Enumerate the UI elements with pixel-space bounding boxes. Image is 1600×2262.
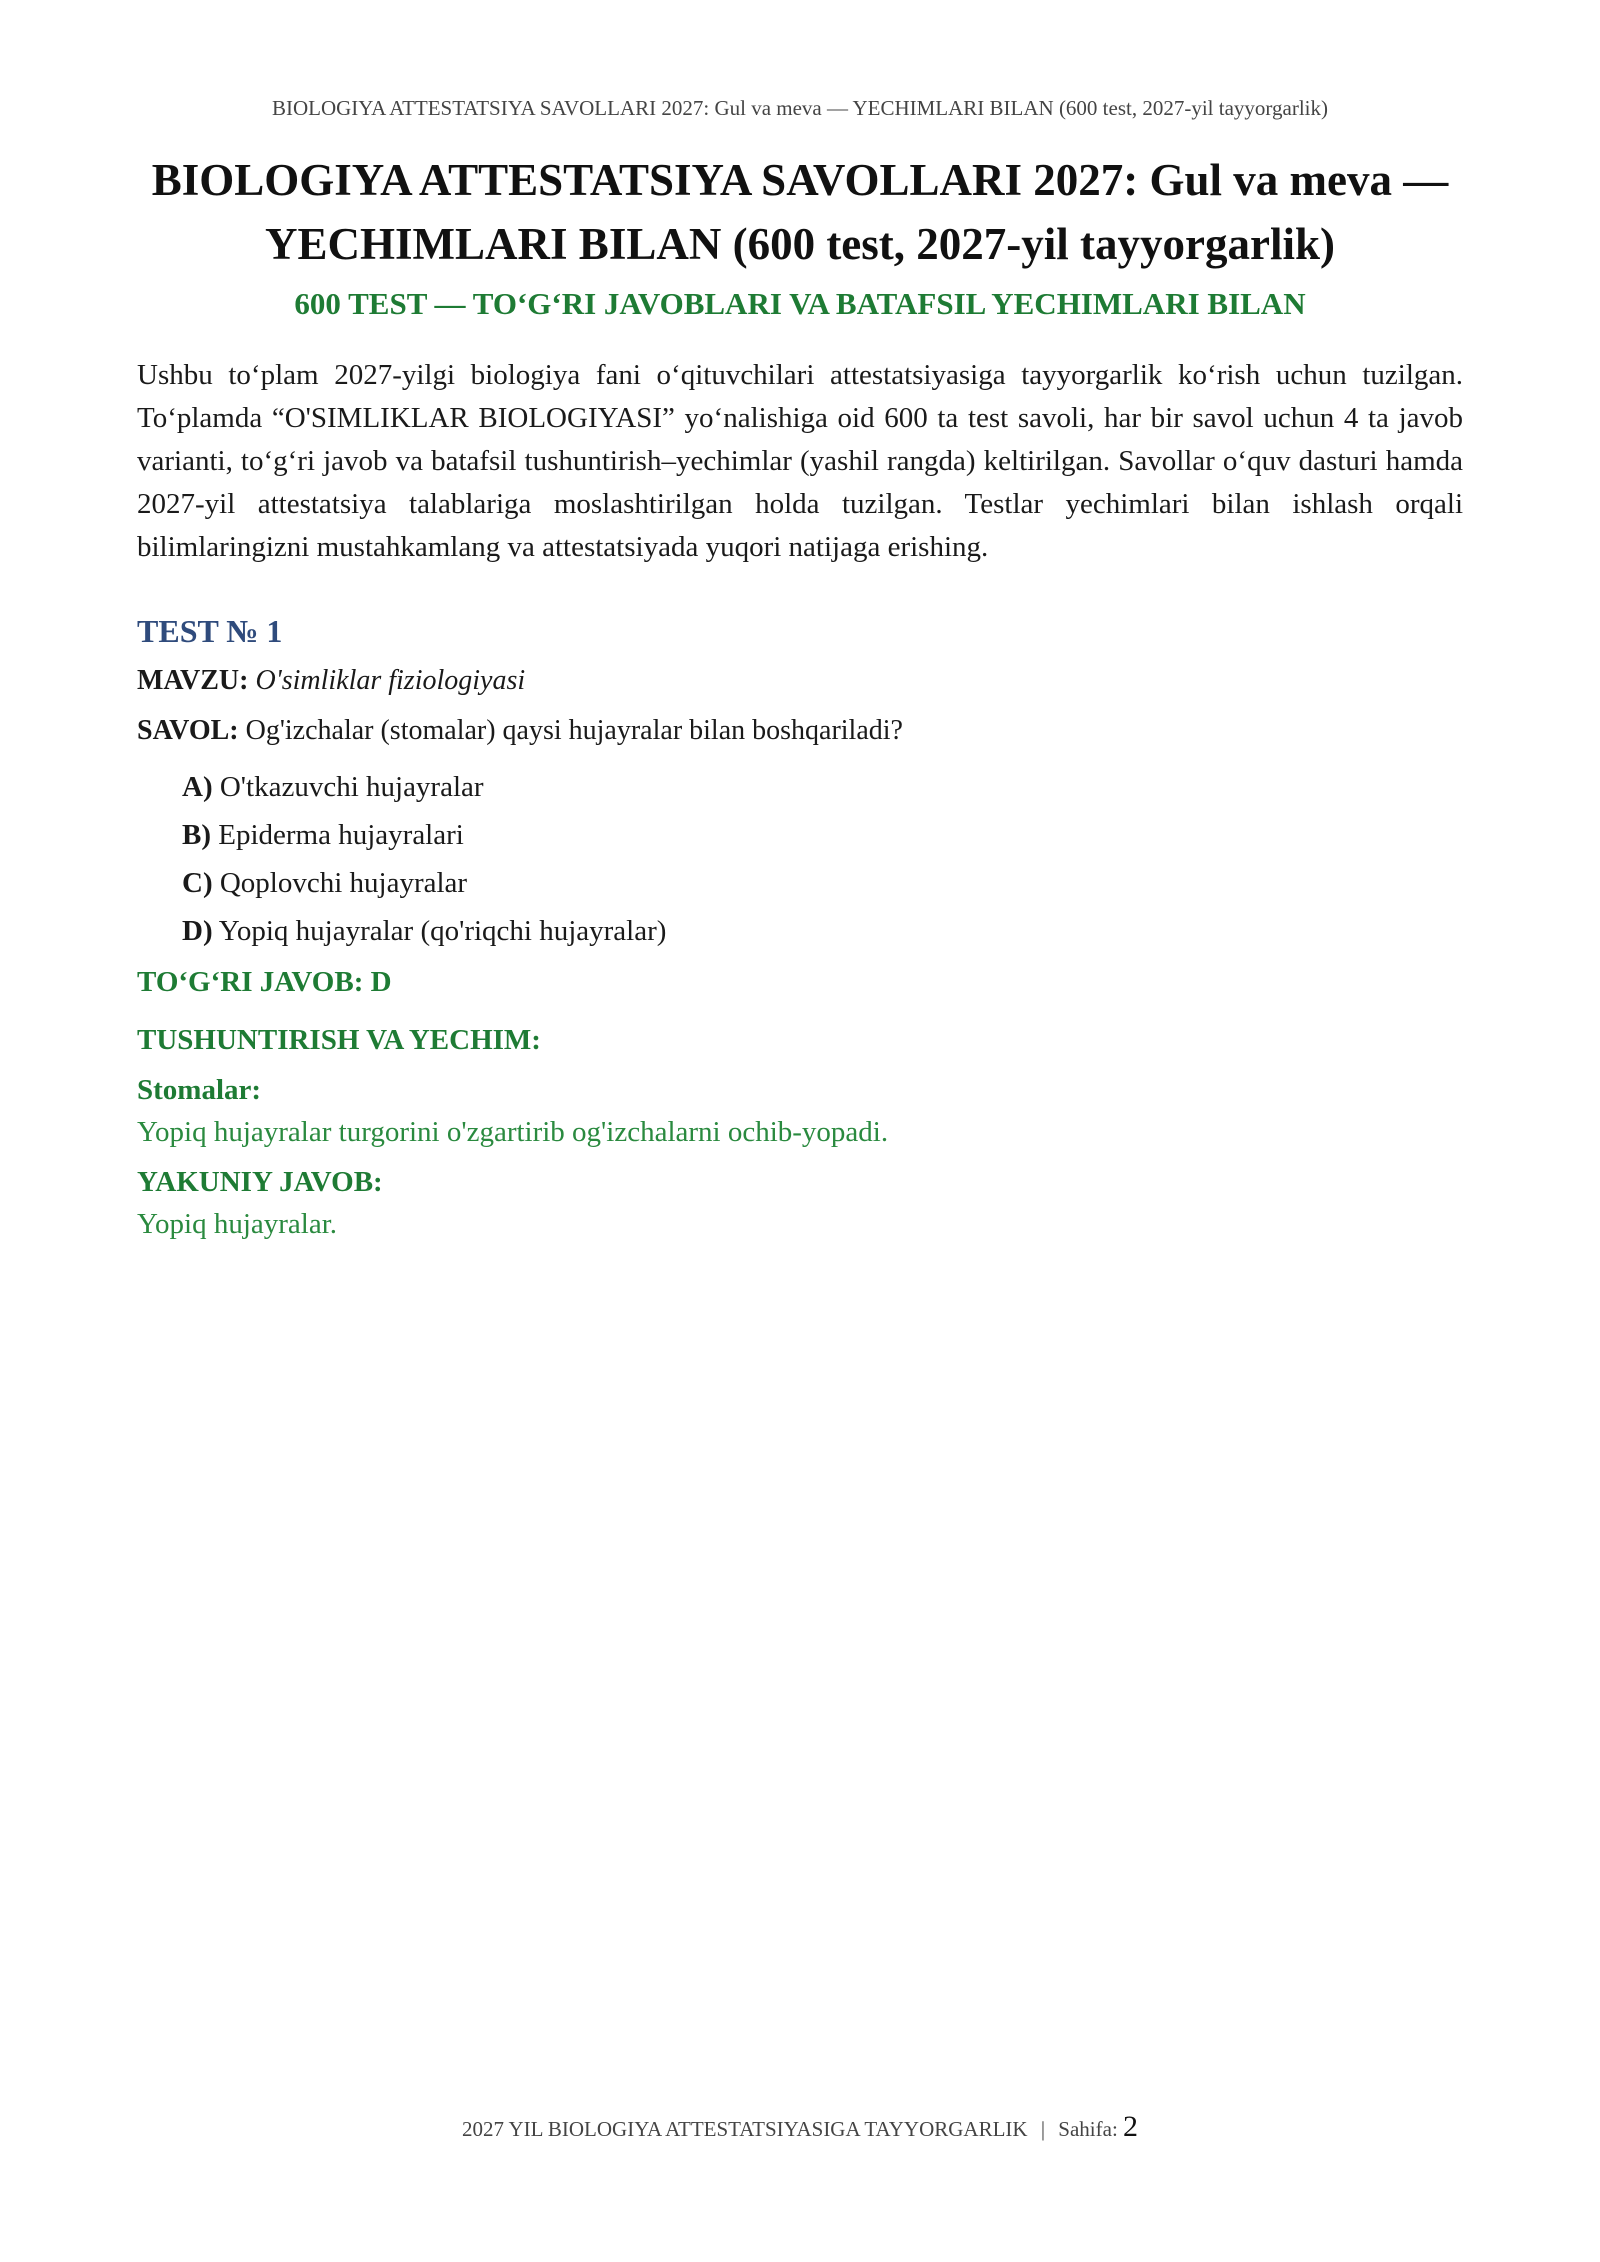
question-line [137, 711, 1463, 751]
explanation-title: TUSHUNTIRISH VA YECHIM: [137, 1024, 541, 1056]
option-d [182, 907, 1463, 955]
question-label: SAVOL: [137, 715, 239, 746]
running-header: BIOLOGIYA ATTESTATSIYA SAVOLLARI 2027: Gul va meva — YECHIMLARI BILAN (600 test, 2027-yil tayyorgarlik) [271, 96, 1329, 120]
page-label: Sahifa: [1058, 2117, 1118, 2141]
page-number: 2 [1123, 2110, 1139, 2143]
explanation-subtitle: Stomalar: [137, 1074, 262, 1106]
option-letter: A) [182, 771, 213, 803]
option-b [182, 811, 1463, 859]
explanation-text: Yopiq hujayralar turgorini o'zgartirib og'izchalarni ochib-yopadi. [137, 1116, 889, 1148]
topic-value: O'simliklar fiziologiyasi [255, 665, 526, 696]
document-title: BIOLOGIYA ATTESTATSIYA SAVOLLARI 2027: Gul va meva — YECHIMLARI BILAN (600 test, 2027-yil tayyorgarlik) [151, 155, 1449, 269]
document-subtitle: 600 TEST — TO‘G‘RI JAVOBLARI VA BATAFSIL YECHIMLARI BILAN [294, 286, 1306, 321]
option-letter: C) [182, 867, 213, 899]
intro-paragraph: Ushbu to‘plam 2027-yilgi biologiya fani o‘qituvchilari attestatsiyasiga tayyorgarlik ko‘rish uchun tuzilgan. To‘plamda “O'SIMLIKLAR BIOLOGIYASI” yo‘nalishiga oid 600 ta test savoli, har bir savol uchun 4 ta javob varianti, to‘g‘ri javob va batafsil tushuntirish–yechimlar (yashil rangda) keltirilgan. Savollar o‘quv dasturi hamda 2027-yil attestatsiya talablariga moslashtirilgan holda tuzilgan. Testlar yechimlari bilan ishlash orqali bilimlaringizni mustahkamlang va attestatsiyada yuqori natijaga erishing. [137, 359, 1463, 563]
option-text: Yopiq hujayralar (qo'riqchi hujayralar) [218, 915, 667, 947]
final-answer-title: YAKUNIY JAVOB: [137, 1166, 383, 1198]
option-text: Qoplovchi hujayralar [219, 867, 468, 899]
footer-text: 2027 YIL BIOLOGIYA ATTESTATSIYASIGA TAYYORGARLIK [461, 2117, 1028, 2141]
topic-line [137, 661, 1463, 701]
running-footer [0, 2110, 1600, 2144]
option-letter: D) [182, 915, 213, 947]
answer-options [182, 763, 1463, 955]
option-text: O'tkazuvchi hujayralar [219, 771, 484, 803]
option-text: Epiderma hujayralari [218, 819, 464, 851]
correct-answer: TO‘G‘RI JAVOB: D [137, 966, 392, 998]
option-c [182, 859, 1463, 907]
final-answer-text: Yopiq hujayralar. [137, 1208, 338, 1240]
option-letter: B) [182, 819, 211, 851]
question-text: Og'izchalar (stomalar) qaysi hujayralar bilan boshqariladi? [245, 715, 903, 746]
test-heading: TEST № 1 [137, 613, 283, 649]
footer-separator: | [1040, 2117, 1046, 2141]
option-a [182, 763, 1463, 811]
topic-label: MAVZU: [137, 665, 249, 696]
page-content [137, 148, 1463, 1245]
